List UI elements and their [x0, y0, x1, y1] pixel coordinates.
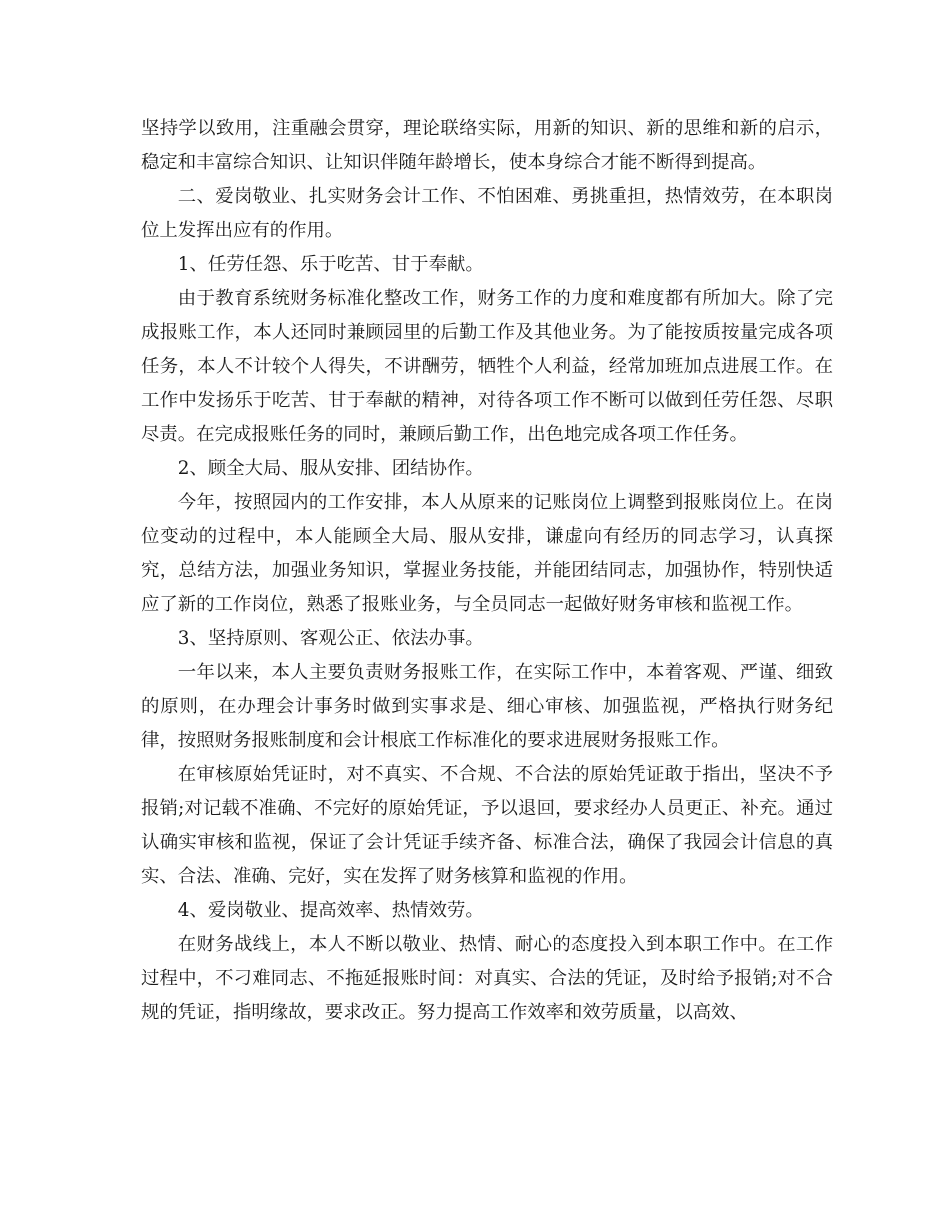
paragraph-3: 1、任劳任怨、乐于吃苦、甘于奉献。: [177, 254, 484, 275]
paragraph-4: 由于教育系统财务标准化整改工作，财务工作的力度和难度都有所加大。除了完成报账工作，本人还同时兼顾园里的后勤工作及其他业务。为了能按质按量完成各项任务，本人不计较个人得失，不讲酬劳，牺牲个人利益，经常加班加点进展工作。在工作中发扬乐于吃苦、甘于奉献的精神，对待各项工作不断可以做到任劳任怨、尽职尽责。在完成报账任务的同时，兼顾后勤工作，出色地完成各项工作任务。: [141, 288, 833, 445]
paragraph-5: 2、顾全大局、服从安排、团结协作。: [177, 458, 484, 479]
paragraph-9: 在审核原始凭证时，对不真实、不合规、不合法的原始凭证敢于指出，坚决不予报销;对记载不准确、不完好的原始凭证，予以退回，要求经办人员更正、补充。通过认确实审核和监视，保证了会计凭证手续齐备、标准合法，确保了我园会计信息的真实、合法、准确、完好，实在发挥了财务核算和监视的作用。: [141, 764, 833, 887]
paragraph-10: 4、爱岗敬业、提高效率、热情效劳。: [177, 900, 484, 921]
document-body: [141, 112, 833, 1030]
paragraph-6: 今年，按照园内的工作安排，本人从原来的记账岗位上调整到报账岗位上。在岗位变动的过程中，本人能顾全大局、服从安排，谦虚向有经历的同志学习，认真探究，总结方法，加强业务知识，掌握业务技能，并能团结同志，加强协作，特别快适应了新的工作岗位，熟悉了报账业务，与全员同志一起做好财务审核和监视工作。: [141, 492, 833, 615]
paragraph-11: 在财务战线上，本人不断以敬业、热情、耐心的态度投入到本职工作中。在工作过程中，不刁难同志、不拖延报账时间：对真实、合法的凭证，及时给予报销;对不合规的凭证，指明缘故，要求改正。努力提高工作效率和效劳质量，以高效、: [141, 934, 833, 1023]
paragraph-8: 一年以来，本人主要负责财务报账工作，在实际工作中，本着客观、严谨、细致的原则，在办理会计事务时做到实事求是、细心审核、加强监视，严格执行财务纪律，按照财务报账制度和会计根底工作标准化的要求进展财务报账工作。: [141, 662, 833, 751]
paragraph-2: 二、爱岗敬业、扎实财务会计工作、不怕困难、勇挑重担，热情效劳，在本职岗位上发挥出应有的作用。: [141, 186, 833, 241]
paragraph-1: 坚持学以致用，注重融会贯穿，理论联络实际，用新的知识、新的思维和新的启示，稳定和丰富综合知识、让知识伴随年龄增长，使本身综合才能不断得到提高。: [141, 118, 833, 173]
paragraph-7: 3、坚持原则、客观公正、依法办事。: [177, 628, 484, 649]
